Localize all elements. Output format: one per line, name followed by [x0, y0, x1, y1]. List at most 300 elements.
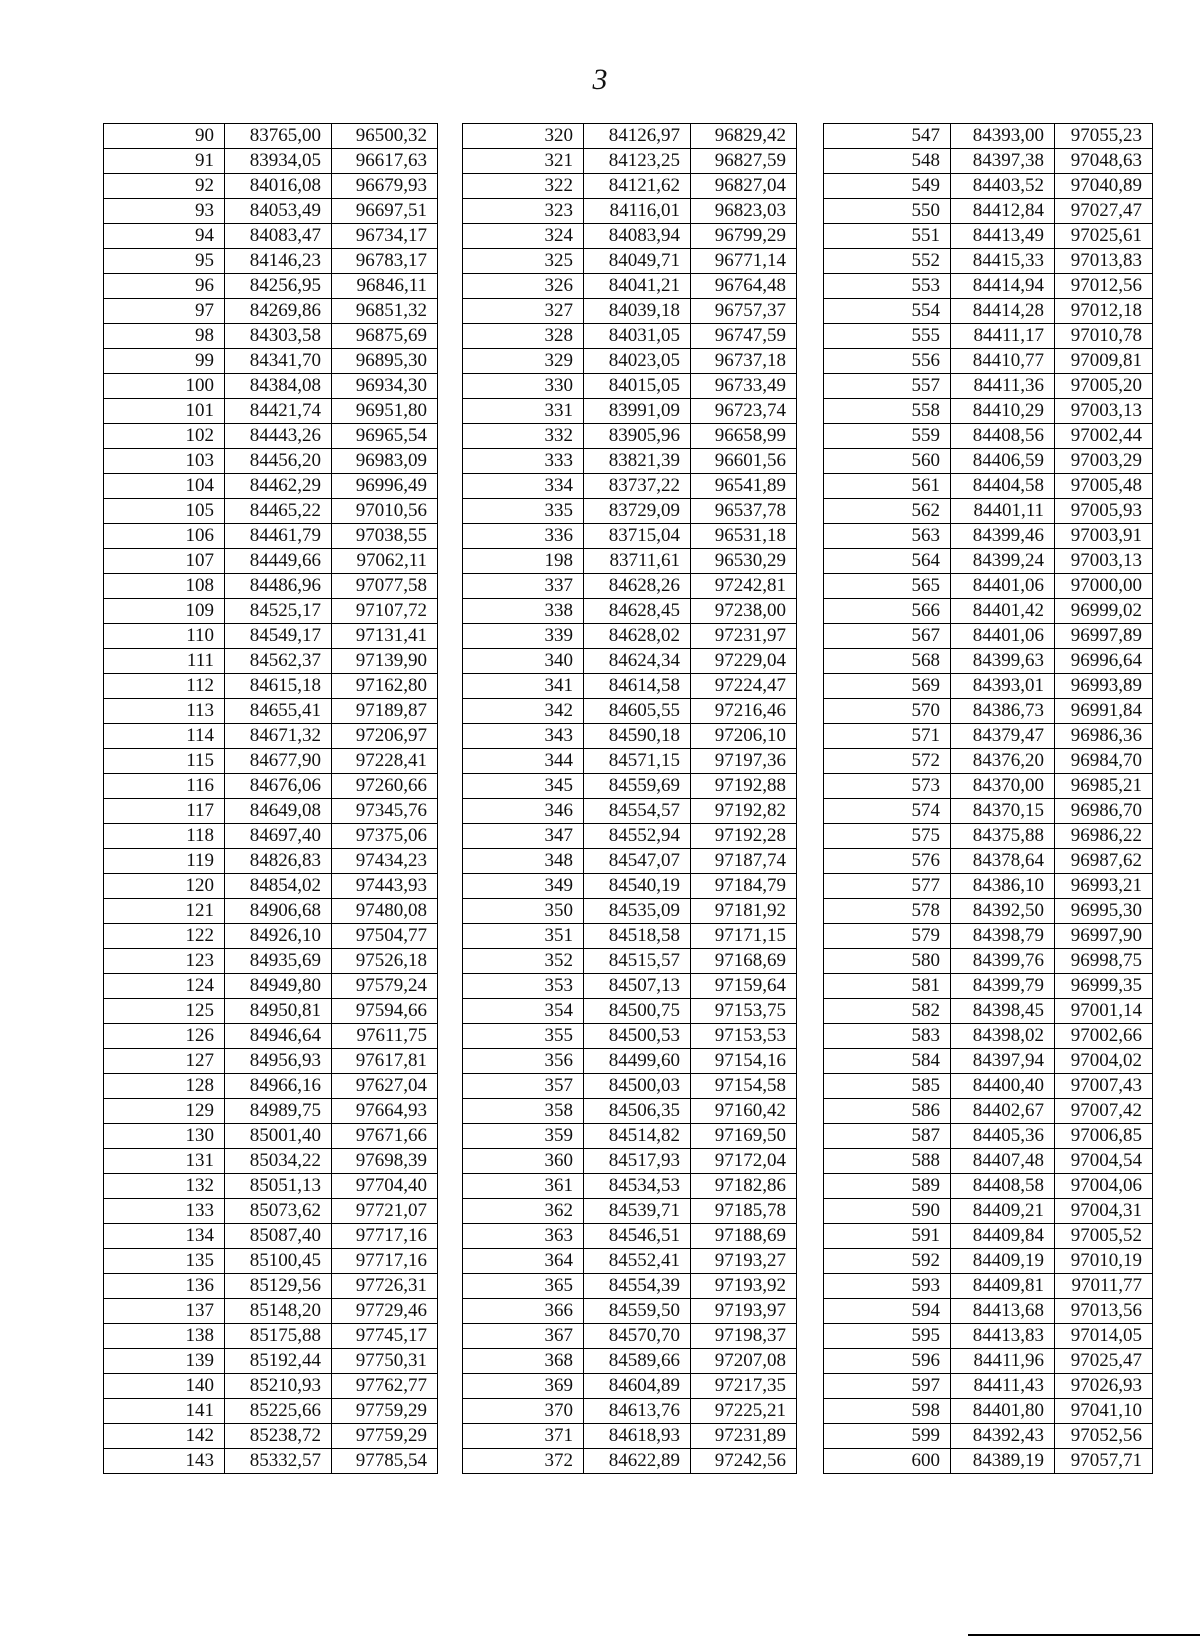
point-number-cell: 577	[824, 874, 951, 899]
point-number-cell: 360	[463, 1149, 584, 1174]
x-coordinate-cell: 84549,17	[225, 624, 332, 649]
point-number-cell: 90	[104, 124, 225, 149]
y-coordinate-cell: 97055,23	[1055, 124, 1153, 149]
x-coordinate-cell: 84677,90	[225, 749, 332, 774]
table-row	[104, 1299, 438, 1324]
x-coordinate-cell: 84571,15	[584, 749, 691, 774]
x-coordinate-cell: 84406,59	[951, 449, 1055, 474]
table-row	[463, 399, 797, 424]
x-coordinate-cell: 84041,21	[584, 274, 691, 299]
table-row	[104, 1249, 438, 1274]
point-number-cell: 94	[104, 224, 225, 249]
x-coordinate-cell: 84126,97	[584, 124, 691, 149]
table-row	[824, 1449, 1153, 1474]
table-row	[463, 549, 797, 574]
table-row	[463, 1249, 797, 1274]
y-coordinate-cell: 96999,02	[1055, 599, 1153, 624]
x-coordinate-cell: 84622,89	[584, 1449, 691, 1474]
y-coordinate-cell: 97185,78	[691, 1199, 797, 1224]
x-coordinate-cell: 84676,06	[225, 774, 332, 799]
point-number-cell: 354	[463, 999, 584, 1024]
point-number-cell: 107	[104, 549, 225, 574]
point-number-cell: 589	[824, 1174, 951, 1199]
x-coordinate-cell: 84411,43	[951, 1374, 1055, 1399]
table-row	[463, 574, 797, 599]
x-coordinate-cell: 84123,25	[584, 149, 691, 174]
point-number-cell: 573	[824, 774, 951, 799]
point-number-cell: 123	[104, 949, 225, 974]
x-coordinate-cell: 84370,15	[951, 799, 1055, 824]
point-number-cell: 551	[824, 224, 951, 249]
y-coordinate-cell: 97005,52	[1055, 1224, 1153, 1249]
table-row	[104, 274, 438, 299]
table-row	[104, 899, 438, 924]
point-number-cell: 102	[104, 424, 225, 449]
point-number-cell: 590	[824, 1199, 951, 1224]
y-coordinate-cell: 96965,54	[332, 424, 438, 449]
y-coordinate-cell: 96799,29	[691, 224, 797, 249]
point-number-cell: 337	[463, 574, 584, 599]
table-row	[824, 699, 1153, 724]
point-number-cell: 366	[463, 1299, 584, 1324]
point-number-cell: 141	[104, 1399, 225, 1424]
y-coordinate-cell: 96997,90	[1055, 924, 1153, 949]
point-number-cell: 127	[104, 1049, 225, 1074]
table-row	[104, 974, 438, 999]
table-row	[463, 1224, 797, 1249]
y-coordinate-cell: 96875,69	[332, 324, 438, 349]
point-number-cell: 342	[463, 699, 584, 724]
x-coordinate-cell: 84386,10	[951, 874, 1055, 899]
x-coordinate-cell: 84408,58	[951, 1174, 1055, 1199]
table-row	[104, 624, 438, 649]
x-coordinate-cell: 84514,82	[584, 1124, 691, 1149]
x-coordinate-cell: 84554,57	[584, 799, 691, 824]
y-coordinate-cell: 96991,84	[1055, 699, 1153, 724]
table-row	[463, 924, 797, 949]
point-number-cell: 363	[463, 1224, 584, 1249]
x-coordinate-cell: 84628,02	[584, 624, 691, 649]
point-number-cell: 581	[824, 974, 951, 999]
coordinates-table-1	[103, 123, 438, 1474]
table-row	[104, 1324, 438, 1349]
table-row	[824, 999, 1153, 1024]
x-coordinate-cell: 84590,18	[584, 724, 691, 749]
x-coordinate-cell: 84413,49	[951, 224, 1055, 249]
table-row	[824, 249, 1153, 274]
y-coordinate-cell: 97375,06	[332, 824, 438, 849]
point-number-cell: 115	[104, 749, 225, 774]
table-row	[463, 1399, 797, 1424]
x-coordinate-cell: 84613,76	[584, 1399, 691, 1424]
point-number-cell: 599	[824, 1424, 951, 1449]
y-coordinate-cell: 97225,21	[691, 1399, 797, 1424]
x-coordinate-cell: 84401,11	[951, 499, 1055, 524]
point-number-cell: 120	[104, 874, 225, 899]
y-coordinate-cell: 96747,59	[691, 324, 797, 349]
table-row	[463, 224, 797, 249]
y-coordinate-cell: 97750,31	[332, 1349, 438, 1374]
table-row	[104, 199, 438, 224]
table-row	[104, 674, 438, 699]
point-number-cell: 119	[104, 849, 225, 874]
point-number-cell: 339	[463, 624, 584, 649]
table-row	[104, 449, 438, 474]
y-coordinate-cell: 97162,80	[332, 674, 438, 699]
table-row	[463, 324, 797, 349]
y-coordinate-cell: 96617,63	[332, 149, 438, 174]
y-coordinate-cell: 97184,79	[691, 874, 797, 899]
y-coordinate-cell: 96679,93	[332, 174, 438, 199]
y-coordinate-cell: 97785,54	[332, 1449, 438, 1474]
x-coordinate-cell: 84546,51	[584, 1224, 691, 1249]
x-coordinate-cell: 84397,38	[951, 149, 1055, 174]
x-coordinate-cell: 85192,44	[225, 1349, 332, 1374]
y-coordinate-cell: 97000,00	[1055, 574, 1153, 599]
table-row	[463, 349, 797, 374]
x-coordinate-cell: 84370,00	[951, 774, 1055, 799]
x-coordinate-cell: 84375,88	[951, 824, 1055, 849]
x-coordinate-cell: 84655,41	[225, 699, 332, 724]
x-coordinate-cell: 84570,70	[584, 1324, 691, 1349]
table-row	[824, 674, 1153, 699]
table-row	[824, 324, 1153, 349]
point-number-cell: 114	[104, 724, 225, 749]
point-number-cell: 109	[104, 599, 225, 624]
y-coordinate-cell: 97027,47	[1055, 199, 1153, 224]
point-number-cell: 133	[104, 1199, 225, 1224]
x-coordinate-cell: 84398,79	[951, 924, 1055, 949]
x-coordinate-cell: 84341,70	[225, 349, 332, 374]
point-number-cell: 566	[824, 599, 951, 624]
point-number-cell: 600	[824, 1449, 951, 1474]
table-row	[463, 374, 797, 399]
y-coordinate-cell: 97014,05	[1055, 1324, 1153, 1349]
table-row	[463, 474, 797, 499]
x-coordinate-cell: 84389,19	[951, 1449, 1055, 1474]
point-number-cell: 359	[463, 1124, 584, 1149]
y-coordinate-cell: 97759,29	[332, 1424, 438, 1449]
x-coordinate-cell: 84671,32	[225, 724, 332, 749]
point-number-cell: 135	[104, 1249, 225, 1274]
x-coordinate-cell: 84256,95	[225, 274, 332, 299]
x-coordinate-cell: 84517,93	[584, 1149, 691, 1174]
point-number-cell: 106	[104, 524, 225, 549]
y-coordinate-cell: 96993,21	[1055, 874, 1153, 899]
point-number-cell: 350	[463, 899, 584, 924]
point-number-cell: 130	[104, 1124, 225, 1149]
x-coordinate-cell: 85034,22	[225, 1149, 332, 1174]
x-coordinate-cell: 83905,96	[584, 424, 691, 449]
point-number-cell: 91	[104, 149, 225, 174]
point-number-cell: 96	[104, 274, 225, 299]
point-number-cell: 361	[463, 1174, 584, 1199]
x-coordinate-cell: 84421,74	[225, 399, 332, 424]
y-coordinate-cell: 97721,07	[332, 1199, 438, 1224]
y-coordinate-cell: 97005,93	[1055, 499, 1153, 524]
table-row	[824, 574, 1153, 599]
table-row	[463, 499, 797, 524]
x-coordinate-cell: 84486,96	[225, 574, 332, 599]
point-number-cell: 593	[824, 1274, 951, 1299]
x-coordinate-cell: 84399,24	[951, 549, 1055, 574]
point-number-cell: 111	[104, 649, 225, 674]
y-coordinate-cell: 97172,04	[691, 1149, 797, 1174]
x-coordinate-cell: 85087,40	[225, 1224, 332, 1249]
table-row	[824, 799, 1153, 824]
point-number-cell: 128	[104, 1074, 225, 1099]
x-coordinate-cell: 84547,07	[584, 849, 691, 874]
table-row	[104, 649, 438, 674]
table-row	[104, 1199, 438, 1224]
x-coordinate-cell: 84408,56	[951, 424, 1055, 449]
x-coordinate-cell: 84410,77	[951, 349, 1055, 374]
y-coordinate-cell: 96829,42	[691, 124, 797, 149]
table-row	[824, 899, 1153, 924]
y-coordinate-cell: 96995,30	[1055, 899, 1153, 924]
y-coordinate-cell: 97188,69	[691, 1224, 797, 1249]
point-number-cell: 93	[104, 199, 225, 224]
x-coordinate-cell: 84525,17	[225, 599, 332, 624]
point-number-cell: 95	[104, 249, 225, 274]
y-coordinate-cell: 96764,48	[691, 274, 797, 299]
table-row	[824, 149, 1153, 174]
y-coordinate-cell: 97005,20	[1055, 374, 1153, 399]
point-number-cell: 103	[104, 449, 225, 474]
point-number-cell: 99	[104, 349, 225, 374]
table-row	[463, 649, 797, 674]
table-row	[463, 299, 797, 324]
table-row	[463, 1099, 797, 1124]
point-number-cell: 118	[104, 824, 225, 849]
table-row	[104, 724, 438, 749]
x-coordinate-cell: 84303,58	[225, 324, 332, 349]
point-number-cell: 560	[824, 449, 951, 474]
point-number-cell: 565	[824, 574, 951, 599]
y-coordinate-cell: 97025,61	[1055, 224, 1153, 249]
page-number: 3	[592, 63, 608, 96]
x-coordinate-cell: 84039,18	[584, 299, 691, 324]
y-coordinate-cell: 97006,85	[1055, 1124, 1153, 1149]
point-number-cell: 110	[104, 624, 225, 649]
x-coordinate-cell: 84966,16	[225, 1074, 332, 1099]
table-row	[104, 1424, 438, 1449]
table-row	[824, 349, 1153, 374]
y-coordinate-cell: 97013,83	[1055, 249, 1153, 274]
point-number-cell: 92	[104, 174, 225, 199]
point-number-cell: 588	[824, 1149, 951, 1174]
point-number-cell: 346	[463, 799, 584, 824]
y-coordinate-cell: 97434,23	[332, 849, 438, 874]
y-coordinate-cell: 97003,91	[1055, 524, 1153, 549]
y-coordinate-cell: 96851,32	[332, 299, 438, 324]
y-coordinate-cell: 97627,04	[332, 1074, 438, 1099]
point-number-cell: 143	[104, 1449, 225, 1474]
table-row	[824, 974, 1153, 999]
x-coordinate-cell: 85332,57	[225, 1449, 332, 1474]
table-row	[104, 174, 438, 199]
y-coordinate-cell: 97480,08	[332, 899, 438, 924]
y-coordinate-cell: 97001,14	[1055, 999, 1153, 1024]
y-coordinate-cell: 97013,56	[1055, 1299, 1153, 1324]
table-row	[824, 274, 1153, 299]
point-number-cell: 138	[104, 1324, 225, 1349]
table-row	[463, 124, 797, 149]
table-row	[824, 549, 1153, 574]
x-coordinate-cell: 84116,01	[584, 199, 691, 224]
table-row	[463, 599, 797, 624]
x-coordinate-cell: 84500,03	[584, 1074, 691, 1099]
y-coordinate-cell: 97077,58	[332, 574, 438, 599]
point-number-cell: 583	[824, 1024, 951, 1049]
point-number-cell: 356	[463, 1049, 584, 1074]
point-number-cell: 116	[104, 774, 225, 799]
point-number-cell: 131	[104, 1149, 225, 1174]
table-row	[463, 1274, 797, 1299]
y-coordinate-cell: 96757,37	[691, 299, 797, 324]
table-row	[463, 749, 797, 774]
x-coordinate-cell: 84449,66	[225, 549, 332, 574]
y-coordinate-cell: 97242,81	[691, 574, 797, 599]
point-number-cell: 357	[463, 1074, 584, 1099]
point-number-cell: 126	[104, 1024, 225, 1049]
y-coordinate-cell: 96723,74	[691, 399, 797, 424]
table-row	[463, 1324, 797, 1349]
x-coordinate-cell: 84376,20	[951, 749, 1055, 774]
x-coordinate-cell: 84401,06	[951, 574, 1055, 599]
y-coordinate-cell: 97003,29	[1055, 449, 1153, 474]
y-coordinate-cell: 97004,06	[1055, 1174, 1153, 1199]
x-coordinate-cell: 84906,68	[225, 899, 332, 924]
table-row	[824, 1024, 1153, 1049]
y-coordinate-cell: 97238,00	[691, 599, 797, 624]
table-row	[104, 1049, 438, 1074]
table-row	[463, 424, 797, 449]
table-row	[824, 1074, 1153, 1099]
x-coordinate-cell: 85225,66	[225, 1399, 332, 1424]
table-row	[104, 424, 438, 449]
table-row	[824, 849, 1153, 874]
x-coordinate-cell: 84618,93	[584, 1424, 691, 1449]
point-number-cell: 140	[104, 1374, 225, 1399]
point-number-cell: 338	[463, 599, 584, 624]
x-coordinate-cell: 84023,05	[584, 349, 691, 374]
x-coordinate-cell: 84404,58	[951, 474, 1055, 499]
table-row	[463, 974, 797, 999]
table-row	[463, 1449, 797, 1474]
y-coordinate-cell: 96658,99	[691, 424, 797, 449]
table-row	[463, 999, 797, 1024]
point-number-cell: 570	[824, 699, 951, 724]
point-number-cell: 569	[824, 674, 951, 699]
y-coordinate-cell: 97594,66	[332, 999, 438, 1024]
y-coordinate-cell: 97057,71	[1055, 1449, 1153, 1474]
point-number-cell: 344	[463, 749, 584, 774]
point-number-cell: 320	[463, 124, 584, 149]
point-number-cell: 347	[463, 824, 584, 849]
point-number-cell: 355	[463, 1024, 584, 1049]
point-number-cell: 121	[104, 899, 225, 924]
point-number-cell: 321	[463, 149, 584, 174]
point-number-cell: 352	[463, 949, 584, 974]
x-coordinate-cell: 84935,69	[225, 949, 332, 974]
point-number-cell: 122	[104, 924, 225, 949]
table-row	[463, 449, 797, 474]
x-coordinate-cell: 84015,05	[584, 374, 691, 399]
point-number-cell: 576	[824, 849, 951, 874]
point-number-cell: 104	[104, 474, 225, 499]
x-coordinate-cell: 85051,13	[225, 1174, 332, 1199]
table-row	[463, 1199, 797, 1224]
point-number-cell: 137	[104, 1299, 225, 1324]
x-coordinate-cell: 84413,83	[951, 1324, 1055, 1349]
table-row	[824, 1049, 1153, 1074]
point-number-cell: 372	[463, 1449, 584, 1474]
table-row	[104, 1149, 438, 1174]
x-coordinate-cell: 84378,64	[951, 849, 1055, 874]
point-number-cell: 548	[824, 149, 951, 174]
x-coordinate-cell: 84399,46	[951, 524, 1055, 549]
point-number-cell: 370	[463, 1399, 584, 1424]
table-row	[824, 1124, 1153, 1149]
point-number-cell: 547	[824, 124, 951, 149]
x-coordinate-cell: 84854,02	[225, 874, 332, 899]
table-row	[824, 124, 1153, 149]
y-coordinate-cell: 96733,49	[691, 374, 797, 399]
x-coordinate-cell: 84989,75	[225, 1099, 332, 1124]
y-coordinate-cell: 96993,89	[1055, 674, 1153, 699]
y-coordinate-cell: 97745,17	[332, 1324, 438, 1349]
point-number-cell: 108	[104, 574, 225, 599]
point-number-cell: 365	[463, 1274, 584, 1299]
y-coordinate-cell: 97704,40	[332, 1174, 438, 1199]
x-coordinate-cell: 84615,18	[225, 674, 332, 699]
y-coordinate-cell: 96951,80	[332, 399, 438, 424]
x-coordinate-cell: 84624,34	[584, 649, 691, 674]
table-row	[104, 1274, 438, 1299]
x-coordinate-cell: 83991,09	[584, 399, 691, 424]
y-coordinate-cell: 96783,17	[332, 249, 438, 274]
point-number-cell: 586	[824, 1099, 951, 1124]
x-coordinate-cell: 84518,58	[584, 924, 691, 949]
y-coordinate-cell: 97698,39	[332, 1149, 438, 1174]
x-coordinate-cell: 84552,94	[584, 824, 691, 849]
y-coordinate-cell: 97231,89	[691, 1424, 797, 1449]
table-row	[824, 1374, 1153, 1399]
table-row	[104, 1399, 438, 1424]
table-row	[824, 874, 1153, 899]
point-number-cell: 580	[824, 949, 951, 974]
y-coordinate-cell: 97229,04	[691, 649, 797, 674]
x-coordinate-cell: 84409,21	[951, 1199, 1055, 1224]
table-row	[824, 1249, 1153, 1274]
point-number-cell: 597	[824, 1374, 951, 1399]
x-coordinate-cell: 84461,79	[225, 524, 332, 549]
x-coordinate-cell: 84649,08	[225, 799, 332, 824]
x-coordinate-cell: 84379,47	[951, 724, 1055, 749]
x-coordinate-cell: 84397,94	[951, 1049, 1055, 1074]
point-number-cell: 553	[824, 274, 951, 299]
x-coordinate-cell: 84016,08	[225, 174, 332, 199]
y-coordinate-cell: 97107,72	[332, 599, 438, 624]
y-coordinate-cell: 97206,97	[332, 724, 438, 749]
y-coordinate-cell: 97617,81	[332, 1049, 438, 1074]
table-row	[104, 124, 438, 149]
y-coordinate-cell: 96601,56	[691, 449, 797, 474]
table-row	[104, 1224, 438, 1249]
x-coordinate-cell: 84399,76	[951, 949, 1055, 974]
point-number-cell: 585	[824, 1074, 951, 1099]
